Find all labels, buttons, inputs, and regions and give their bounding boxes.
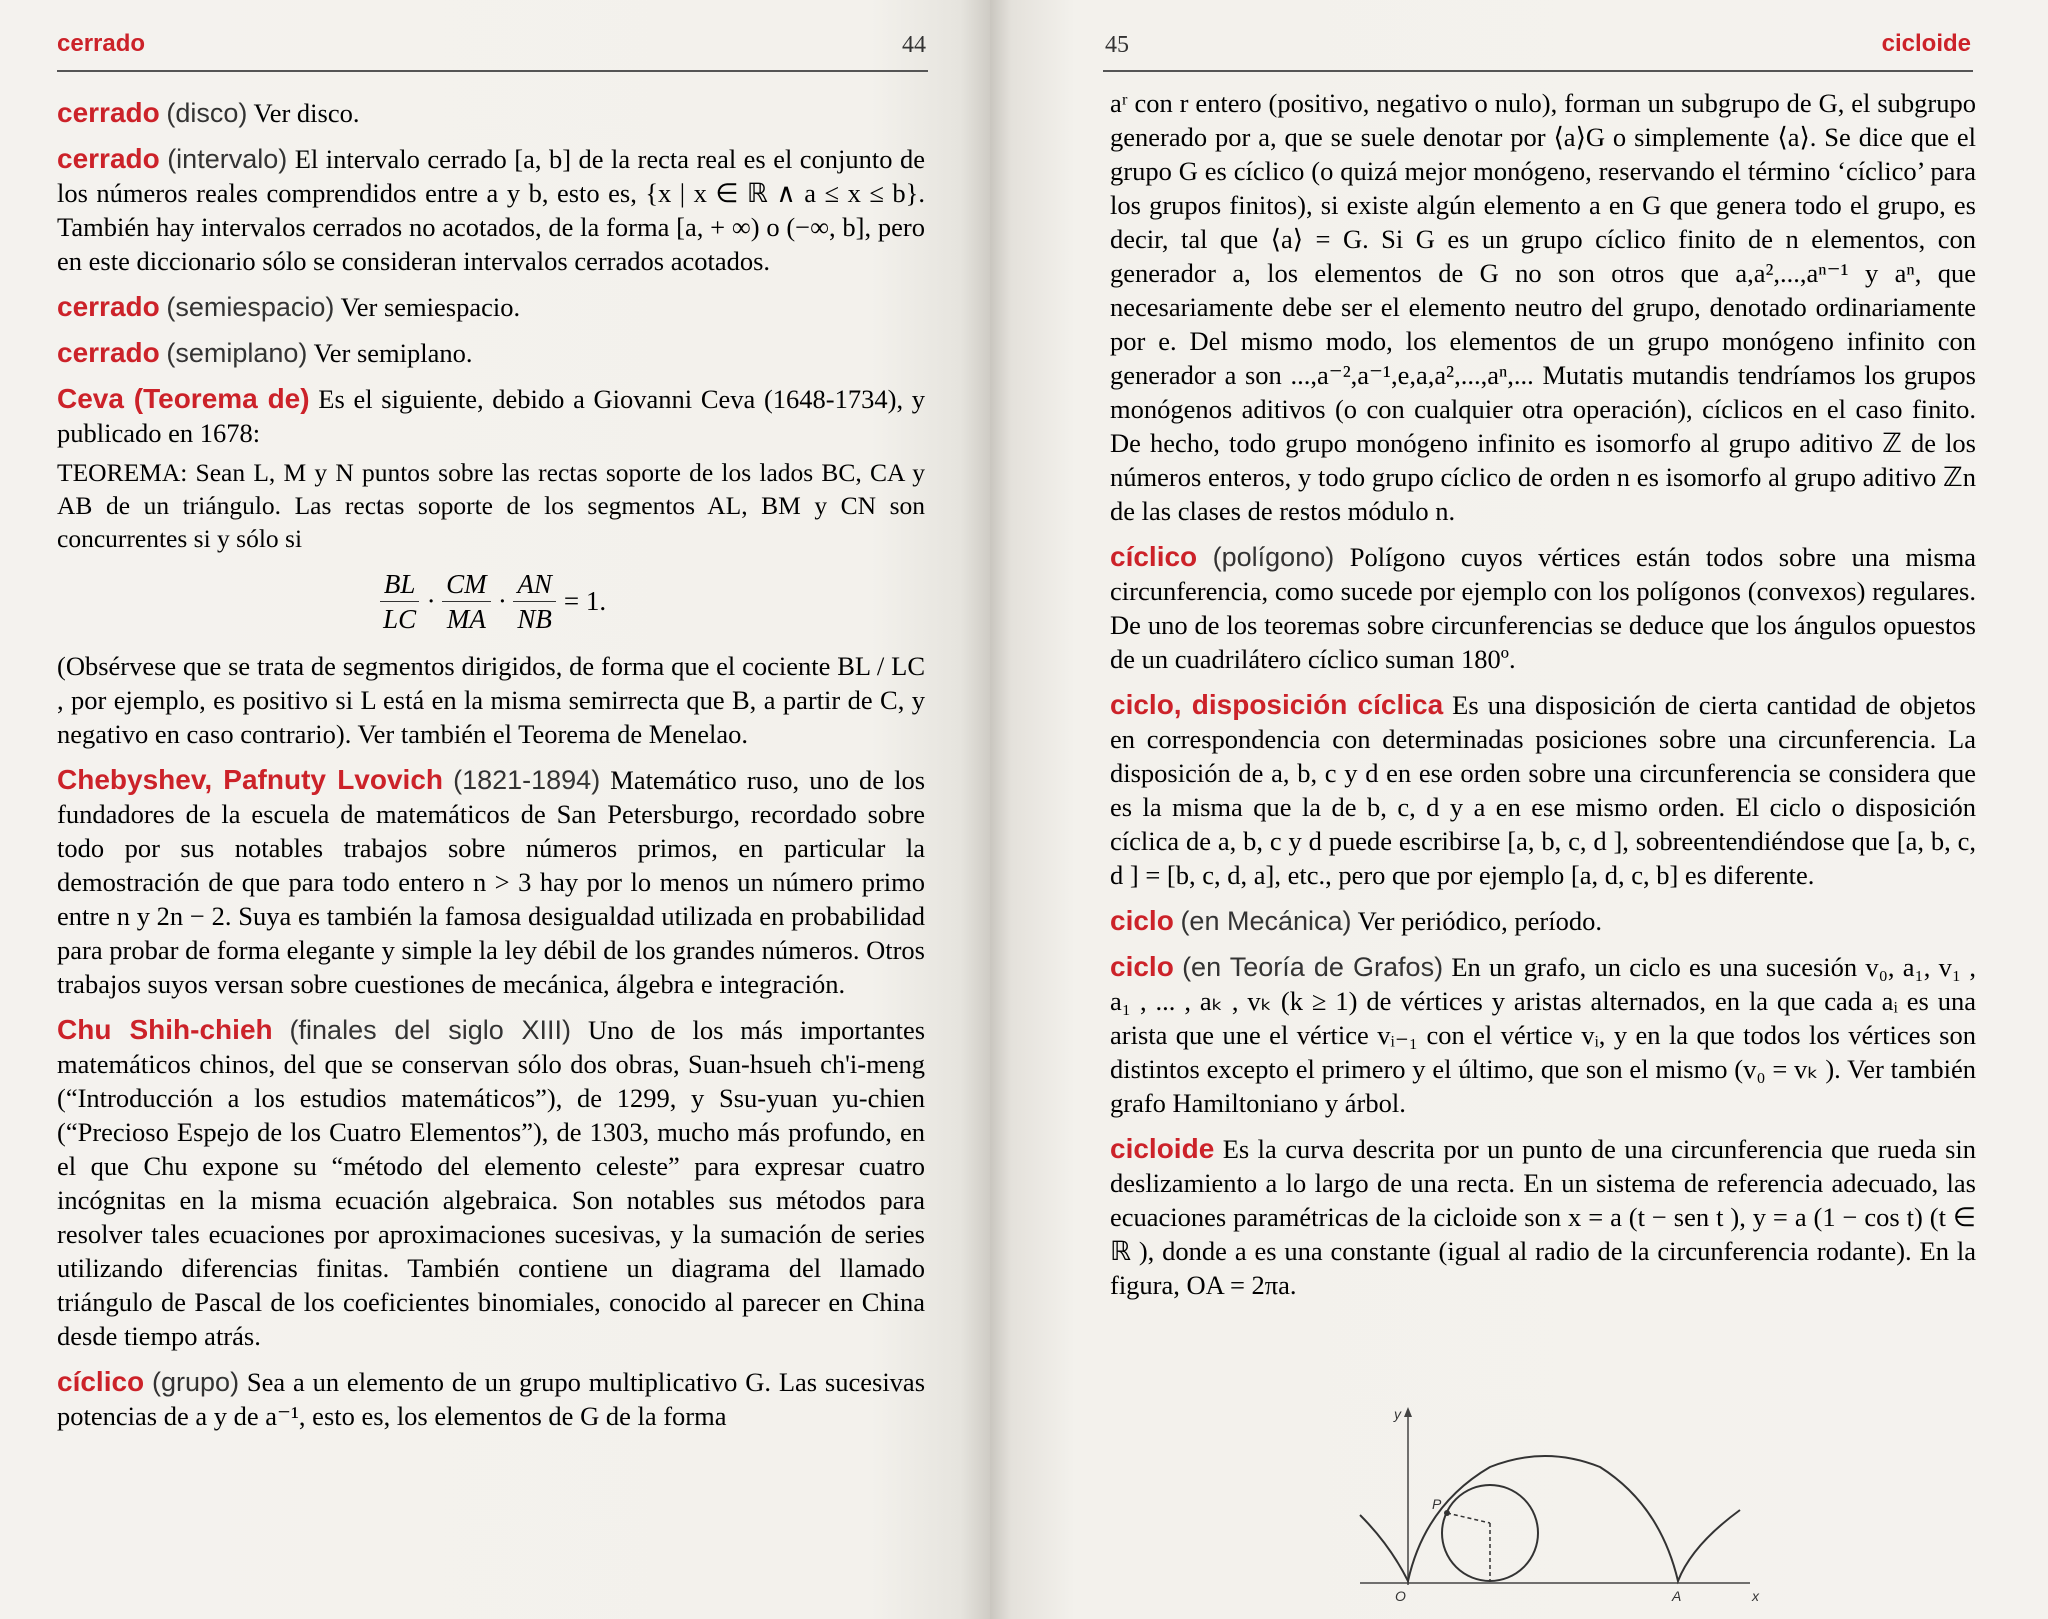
entry-qualifier: (1821-1894) — [453, 765, 601, 795]
entry-body: Uno de los más importantes matemáticos chinos, del que se conservan sólo dos obras, Suan-hsueh ch'i-meng (“Introducción a los estudios matemáticos”), de 1299, y Ssu-yuan yu-chien (“Precioso Espejo de los Cuatro Elementos”), de 1303, mucho más profundo, en el que Chu expone su “método del elemento celeste” para expresar cuatro incógnitas en la misma ecuación algebraica. Son notables sus métodos para resolver tales ecuaciones por aproximaciones sucesivas, y la sumación de series utilizando diferencias finitas. También contiene un diagrama del llamado triángulo de Pascal de los coeficientes binomiales, conocido al parecer en China desde tiempo atrás. — [57, 1015, 926, 1351]
multiply-dot: · — [427, 586, 435, 616]
entry-qualifier: (disco) — [166, 98, 248, 128]
running-header-left — [57, 30, 928, 72]
fraction — [513, 567, 556, 636]
ceva-formula — [57, 561, 925, 641]
dictionary-entry — [1110, 1132, 1976, 1302]
fraction — [442, 567, 491, 636]
entry-headword: cerrado — [57, 337, 160, 368]
entry-body: Es el siguiente, debido a Giovanni Ceva (1648-1734), y publicado en 1678: — [57, 384, 926, 448]
origin-label: O — [1395, 1588, 1406, 1604]
entry-body: Sea a un elemento de un grupo multiplicativo G. Las sucesivas potencias de a y de a⁻¹, esto es, los elementos de G de la forma — [57, 1367, 926, 1431]
entry-qualifier: (semiespacio) — [166, 292, 335, 322]
entry-qualifier: (finales del siglo XIII) — [289, 1015, 572, 1045]
formula-rhs: = 1. — [563, 586, 607, 616]
dictionary-entry — [57, 763, 925, 1001]
dictionary-entry — [1110, 688, 1976, 892]
entry-qualifier: (en Teoría de Grafos) — [1182, 952, 1444, 982]
entry-headword: Chu Shih-chieh — [57, 1014, 273, 1045]
y-label: y — [1394, 1406, 1401, 1422]
dictionary-entry — [57, 1365, 925, 1433]
denominator: LC — [383, 603, 417, 634]
entry-body: Ver semiespacio. — [340, 292, 521, 322]
entry-body: Es la curva descrita por un punto de una circunferencia que rueda sin deslizamiento a lo largo de una recta. En un sistema de referencia adecuado, las ecuaciones paramétricas de la cicloide son x = a (t − sen t ), y = a (1 − cos t) (t ∈ ℝ ), donde a es una constante (igual al radio de la circunferencia rodante). En la figura, OA = 2πa. — [1110, 1134, 1977, 1300]
cycloid-figure — [1330, 1405, 1770, 1605]
left-page-text — [57, 96, 925, 1445]
dictionary-entry — [57, 1013, 925, 1353]
entry-headword: cíclico — [57, 1366, 145, 1397]
entry-headword: cicloide — [1110, 1133, 1215, 1164]
fraction — [380, 567, 420, 636]
dictionary-entry — [1110, 540, 1976, 676]
entry-body: Matemático ruso, uno de los fundadores de la escuela de matemáticos de San Petersburgo, recordado sobre todo por sus notables trabajos sobre números primos, en particular la demostración de que para todo entero n > 3 hay por lo menos un número primo entre n y 2n − 2. Suya es también la famosa desigualdad utilizada en probabilidad para probar de forma elegante y simple la ley débil de los grandes números. Otros trabajos suyos versan sobre cuestiones de mecánica, álgebra e integración. — [57, 765, 926, 999]
entry-headword: cerrado — [57, 143, 160, 174]
dictionary-entry — [57, 382, 925, 450]
entry-headword: ciclo — [1110, 951, 1174, 982]
right-page-text — [1110, 86, 1976, 1314]
entry-body: Ver periódico, período. — [1357, 906, 1602, 936]
dictionary-entry — [57, 336, 925, 370]
denominator: MA — [446, 603, 486, 634]
theorem-statement: TEOREMA: Sean L, M y N puntos sobre las rectas soporte de los lados BC, CA y AB de un triángulo. Las rectas soporte de los segmentos AL, BM y CN son concurrentes si y sólo si — [57, 458, 925, 553]
numerator: BL — [380, 567, 420, 602]
page-number: 44 — [902, 32, 926, 58]
theorem-note: (Obsérvese que se trata de segmentos dirigidos, de forma que el cociente BL / LC , por ejemplo, es positivo si L está en la misma semirrecta que B, a partir de C, y negativo en caso contrario). Ver también el Teorema de Menelao. — [57, 651, 925, 749]
entry-qualifier: (grupo) — [152, 1367, 240, 1397]
dictionary-entry — [57, 96, 925, 130]
entry-body: Es una disposición de cierta cantidad de objetos en correspondencia con determinadas posiciones sobre una circunferencia. La disposición de a, b, c y d en ese orden sobre una circunferencia se considera que es la misma que la de b, c, d y a en ese mismo orden. El ciclo o disposición cíclica de a, b, c y d puede escribirse [a, b, c, d ], sobreentendiéndose que [a, b, c, d ] = [b, c, d, a], etc., pero que por ejemplo [a, d, c, b] es diferente. — [1110, 690, 1976, 890]
dictionary-entry — [57, 142, 925, 278]
dictionary-entry — [1110, 950, 1976, 1120]
entry-headword: ciclo — [1110, 905, 1174, 936]
entry-body: En un grafo, un ciclo es una sucesión v₀, a₁, v₁ , a₁ , ... , aₖ , vₖ (k ≥ 1) de vértices y aristas alternados, en la que cada aᵢ es una arista que une el vértice vᵢ₋₁ con el vértice vᵢ, y en la que todos los vértices son distintos excepto el primero y el último, que son el mismo (v₀ = vₖ ). Ver también grafo Hamiltoniano y árbol. — [1110, 952, 1976, 1118]
entry-qualifier: (en Mecánica) — [1180, 906, 1352, 936]
numerator: CM — [442, 567, 491, 602]
entry-qualifier: (semiplano) — [166, 338, 308, 368]
entry-continuation: aʳ con r entero (positivo, negativo o nulo), forman un subgrupo de G, el subgrupo generado por a, que se suele denotar por ⟨a⟩G o simplemente ⟨a⟩. Se dice que el grupo G es cíclico (o quizá mejor monógeno, reservando el término ‘cíclico’ para los grupos finitos), si existe algún elemento a en G que genera todo el grupo, es decir, tal que ⟨a⟩ = G. Si G es un grupo cíclico finito de n elementos, con generador a, los elementos de G no son otros que a,a²,...,aⁿ⁻¹ y aⁿ, que necesariamente debe ser el elemento neutro del grupo, denotado ordinariamente por e. Del mismo modo, los elementos de un grupo monógeno infinito con generador a son ...,a⁻²,a⁻¹,e,a,a²,...,aⁿ,... Mutatis mutandis tendríamos los grupos monógenos aditivos (o con cualquier otra operación), cíclicos en el caso finito. De hecho, todo grupo monógeno infinito es isomorfo al grupo aditivo ℤ de los números enteros, y todo grupo cíclico de orden n es isomorfo al grupo aditivo ℤn de las clases de restos módulo n. — [1110, 88, 1976, 526]
entry-qualifier: (intervalo) — [167, 144, 288, 174]
entry-headword: Ceva (Teorema de) — [57, 383, 310, 414]
running-headword: cerrado — [57, 30, 146, 57]
running-headword: cicloide — [1881, 30, 1971, 57]
entry-headword: Chebyshev, Pafnuty Lvovich — [57, 764, 444, 795]
entry-body: Polígono cuyos vértices están todos sobre una misma circunferencia, como sucede por ejemplo con los polígonos (convexos) regulares. De uno de los teoremas sobre circunferencias se deduce que los ángulos opuestos de un cuadrilátero cíclico suman 180º. — [1110, 542, 1977, 674]
entry-body: Ver disco. — [253, 98, 360, 128]
dictionary-entry — [57, 290, 925, 324]
x-label: x — [1752, 1588, 1759, 1604]
running-header-right — [1103, 30, 1973, 72]
denominator: NB — [517, 603, 552, 634]
dictionary-entry — [1110, 904, 1976, 938]
radius-line — [1447, 1513, 1490, 1523]
page-number: 45 — [1105, 32, 1129, 58]
y-axis-arrow — [1404, 1407, 1412, 1417]
multiply-dot: · — [498, 586, 506, 616]
entry-headword: cerrado — [57, 291, 160, 322]
entry-headword: ciclo, disposición cíclica — [1110, 689, 1444, 720]
entry-headword: cerrado — [57, 97, 160, 128]
entry-qualifier: (polígono) — [1212, 542, 1335, 572]
entry-body: El intervalo cerrado [a, b] de la recta real es el conjunto de los números reales comprendidos entre a y b, esto es, {x | x ∈ ℝ ∧ a ≤ x ≤ b}. También hay intervalos cerrados no acotados, de la forma [a, + ∞) o (−∞, b], pero en este diccionario sólo se consideran intervalos cerrados acotados. — [57, 144, 926, 276]
a-label: A — [1672, 1588, 1682, 1604]
cycloid-curve — [1360, 1456, 1740, 1581]
p-label: P — [1432, 1496, 1442, 1512]
entry-headword: cíclico — [1110, 541, 1198, 572]
entry-body: Ver semiplano. — [313, 338, 473, 368]
numerator: AN — [513, 567, 556, 602]
